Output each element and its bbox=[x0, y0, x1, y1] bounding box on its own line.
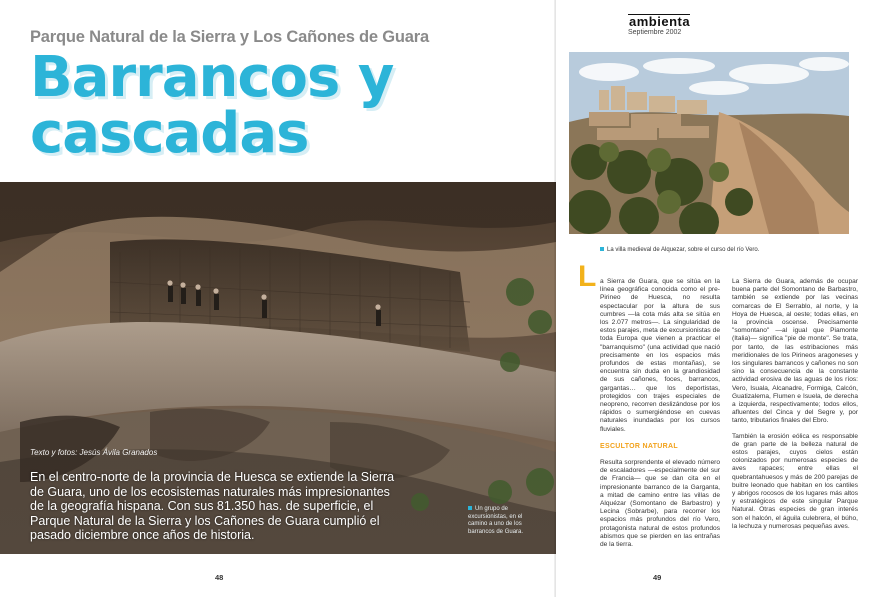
page-number-left: 48 bbox=[215, 573, 224, 582]
kicker-title: Parque Natural de la Sierra y Los Cañones de Guara bbox=[30, 28, 429, 46]
issue-date: Septiembre 2002 bbox=[628, 29, 682, 36]
caption-marker-icon bbox=[468, 506, 472, 510]
magazine-logo: ambienta bbox=[629, 14, 691, 29]
masthead bbox=[628, 14, 690, 37]
left-photo-caption bbox=[468, 506, 540, 536]
body-paragraph: Resulta sorprendente el elevado número de escaladores —especialmente del sur de Francia— que se dan cita en el impresionante barranco de la Garganta, a mitad de camino entre las villas de Alquézar (Somontano de Barbastro) y Lecina (Sobrarbe), para recorrer los espacios más profundos del río Vero, protagonista natural de estos profundos abismos que se pierden en las entrañas de la tierra. bbox=[600, 459, 720, 549]
alquezar-photo bbox=[569, 52, 849, 234]
right-photo-caption bbox=[600, 247, 759, 253]
alquezar-photo-art bbox=[569, 52, 849, 234]
lede-paragraph: En el centro-norte de la provincia de Huesca se extiende la Sierra de Guara, uno de los ecosistemas naturales más impresionantes de la geografía hispana. Con sus 81.350 has. de superficie, el Parque Natural de la Sierra y los Cañones de Guara cumplió el pasado diciembre once años de historia. bbox=[30, 470, 395, 542]
headline-line-1: Barrancos y bbox=[30, 45, 394, 110]
right-photo-caption-text: La villa medieval de Alquezar, sobre el curso del río Vero. bbox=[607, 247, 760, 253]
body-paragraph: También la erosión eólica es responsable de gran parte de la belleza natural de estos parajes, cuyos cielos están colonizados por numerosas especies de aves rapaces; entre ellas el quebrantahuesos y más de 200 parejas de buitre leonado que habitan en los cantiles y abrigos rocosos de los lugares más altos y estratégicos de este singular Parque Natural. Otras especies de gran interés son el halcón, el águila culebrera, el búho, la lechuza y numerosas pequeñas aves. bbox=[732, 432, 858, 530]
caption-marker-icon bbox=[600, 247, 604, 251]
page-number-right: 49 bbox=[653, 573, 662, 582]
body-paragraph: La Sierra de Guara, además de ocupar buena parte del Somontano de Barbastro, también se extiende por las vecinas comarcas de El Serrablo, al norte, y la Hoya de Huesca, al oeste; todas ellas, en la provincia oscense. Precisamente "somontano" —al igual que Piamonte (Italia)— significa "pie de monte". Se trata, por tanto, de las estribaciones más meridionales de los Pirineos aragoneses y los singulares barrancos y cañones no son sino la consecuencia de la constante actividad erosiva de las aguas de los ríos: Vero, Isuala, Alcanadre, Formiga, Calcón, Guatizalema, Flumen e Isuela, de derecha a izquierda, respectivamente; todos ellos, afluentes del Cinca y del Segre y, por tanto, tributarios finales del Ebro. bbox=[732, 278, 858, 425]
body-paragraph: a Sierra de Guara, que se sitúa en la línea geográfica conocida como el pre-Pirineo de Huesca, no resulta espectacular por la altura de sus cumbres —la cota más alta se sitúa en los 2.077 metros—. La singularidad de estos parajes, meta de excursionistas de toda Europa que vienen a practicar el "barranquismo" (una actividad que nació precisamente en los espacios más profundos de estas montañas), se encuentra sin duda en la grandiosidad de sus cañones, foces, barrancos, gargantas… que los deportistas, protegidos con trajes especiales de neopreno, recorren deslizándose por los rápidos o sumergiéndose en cuevas naturales inundadas por los cursos fluviales. bbox=[600, 278, 720, 433]
photo-credit: Texto y fotos: Jesús Ávila Granados bbox=[30, 448, 158, 457]
drop-cap: L bbox=[578, 260, 597, 293]
section-subhead: ESCULTOR NATURAL bbox=[600, 442, 678, 450]
right-page bbox=[556, 0, 880, 597]
headline bbox=[30, 45, 550, 166]
body-column-2 bbox=[732, 278, 858, 531]
body-column-1 bbox=[600, 278, 720, 549]
headline-line-2: cascadas bbox=[30, 101, 309, 166]
left-photo-caption-text: Un grupo de excursionistas, en el camino a uno de los barrancos de Guara. bbox=[468, 506, 524, 535]
